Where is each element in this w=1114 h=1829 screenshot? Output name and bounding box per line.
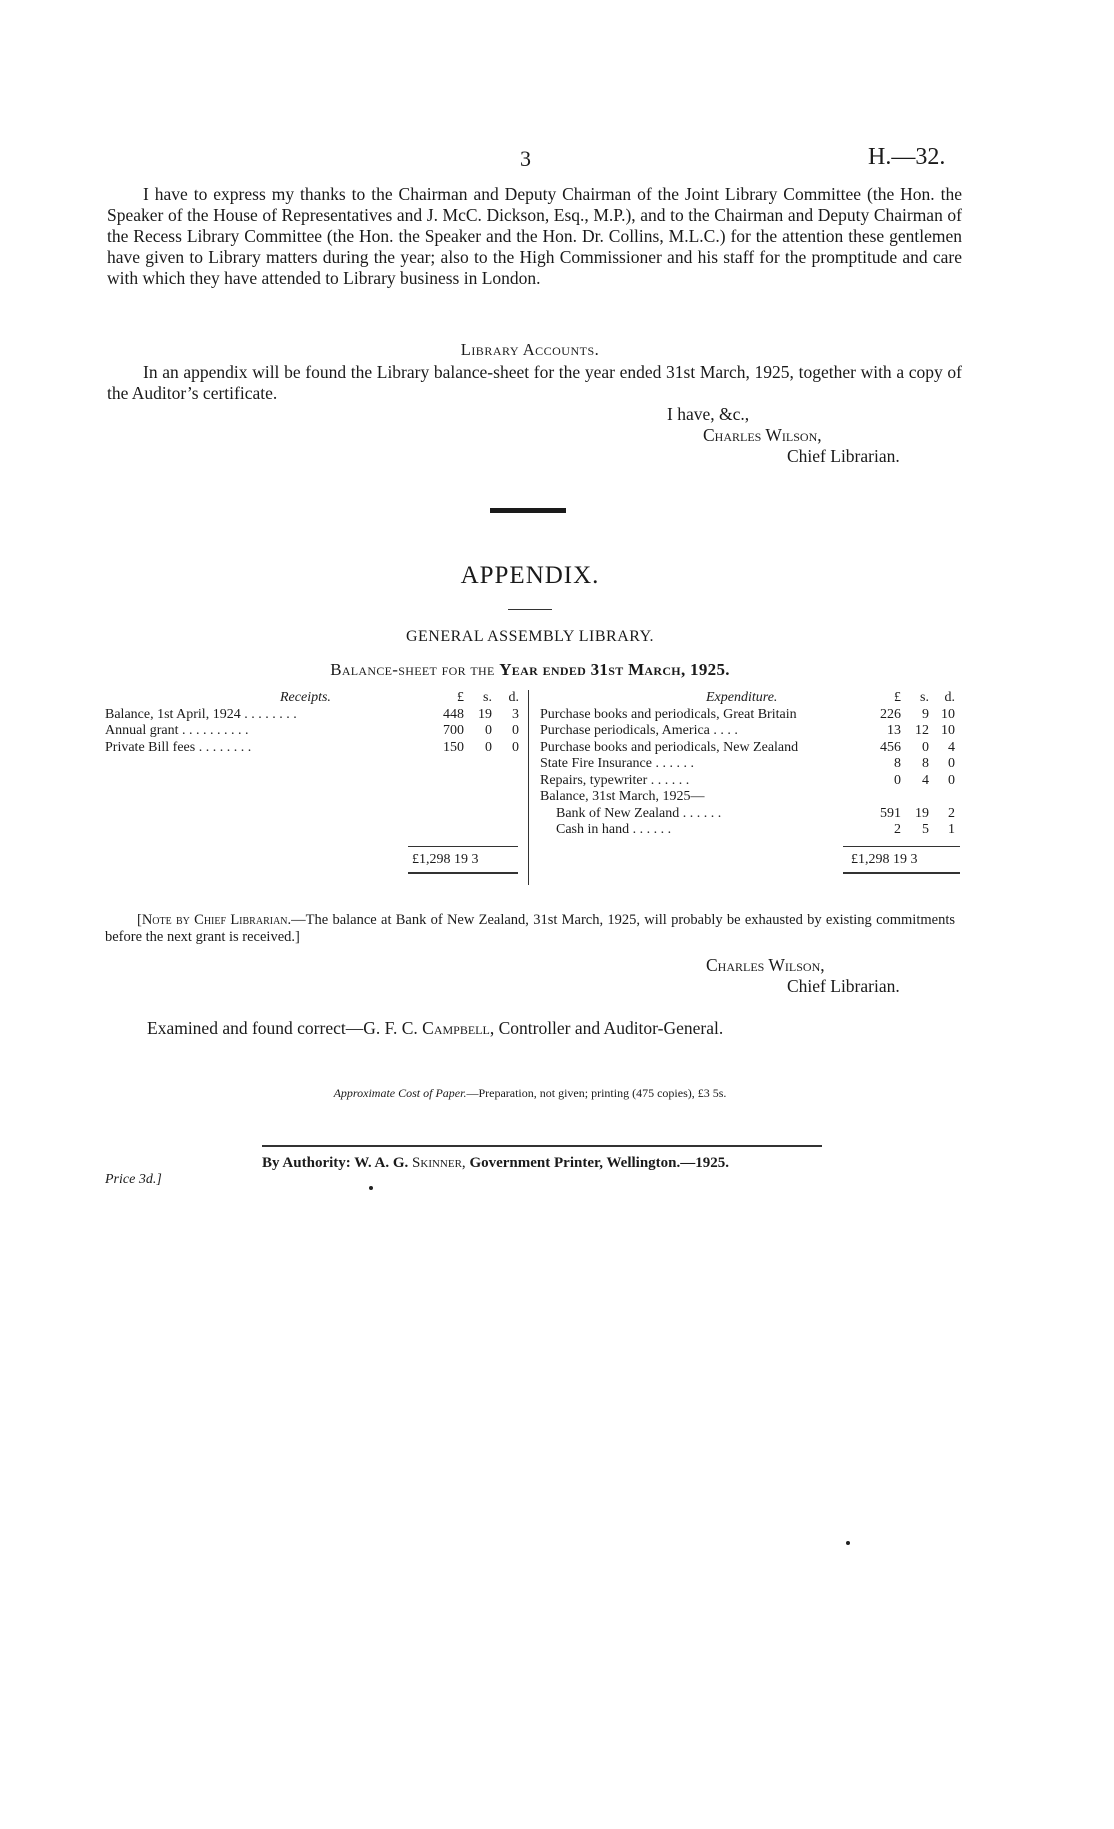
receipts-label: Balance, 1st April, 1924 . . . . . . . .	[105, 706, 297, 722]
expenditure-total-double-rule	[843, 872, 960, 874]
receipts-amount-d: 3	[512, 706, 519, 722]
expenditure-amount-s: 8	[922, 756, 929, 771]
receipts-header-row	[105, 690, 523, 707]
expenditure-amount-l: 456	[880, 739, 901, 755]
print-speck	[846, 1541, 850, 1545]
expenditure-row	[540, 707, 960, 724]
thanks-paragraph-text: I have to express my thanks to the Chairman and Deputy Chairman of the Joint Library Committee (the Hon. the Speaker of the House of Representatives and J. McC. Dickson, Esq., M.P.), and to the Chairman and Deputy Chairman of the Recess Library Committee (the Hon. the Speaker and the Hon. Dr. Collins, M.L.C.) for the attention these gentlemen have given to Library matters during the year; also to the High Commissioner and his staff for the promptitude and care with which they have attended to Library business in London.	[107, 184, 962, 288]
expenditure-amount-d: 10	[941, 723, 955, 738]
signatory-title-2: Chief Librarian.	[787, 976, 900, 996]
expenditure-amount-d: 0	[948, 756, 955, 771]
receipts-amount-l: 150	[443, 739, 464, 755]
receipts-total-double-rule	[408, 872, 518, 874]
appendix-rule	[508, 609, 552, 610]
expenditure-amount-l: 226	[880, 706, 901, 722]
expenditure-row	[540, 740, 960, 757]
document-reference: H.—32.	[868, 144, 946, 170]
signatory-title: Chief Librarian.	[787, 446, 900, 466]
receipts-row	[105, 707, 523, 724]
expenditure-amount-s: 19	[915, 805, 929, 821]
expenditure-total: £1,298 19 3	[851, 852, 918, 867]
expenditure-amount-d: 1	[948, 822, 955, 837]
expenditure-label: Purchase periodicals, America . . . .	[540, 723, 738, 738]
expenditure-header-row	[540, 690, 960, 707]
expenditure-amount-s: 0	[922, 739, 929, 755]
pounds-header: £	[457, 690, 464, 705]
expenditure-amount-s: 9	[922, 706, 929, 722]
receipts-amount-l: 700	[443, 723, 464, 738]
receipts-total: £1,298 19 3	[412, 852, 479, 867]
expenditure-amount-d: 10	[941, 706, 955, 722]
expenditure-row	[540, 773, 960, 790]
pence-header: d.	[508, 690, 519, 705]
printer-line	[262, 1155, 729, 1172]
expenditure-row	[540, 723, 960, 740]
cost-of-paper	[0, 1086, 1060, 1101]
expenditure-amount-l: 2	[894, 822, 901, 837]
expenditure-amount-l: 0	[894, 772, 901, 788]
expenditure-section	[540, 690, 960, 839]
expenditure-amount-s: 12	[915, 723, 929, 738]
expenditure-label: Balance, 31st March, 1925—	[540, 789, 705, 804]
balance-sheet-subtitle	[0, 660, 1060, 680]
expenditure-amount-s: 5	[922, 822, 929, 837]
expenditure-row	[540, 822, 960, 839]
section-divider	[490, 508, 566, 513]
receipts-total-rule	[408, 846, 518, 847]
receipts-amount-s: 0	[485, 739, 492, 755]
expenditure-amount-l: 13	[887, 723, 901, 738]
column-divider	[528, 690, 529, 885]
subtitle-prefix: Balance-sheet for the	[330, 660, 495, 679]
examined-suffix: Controller and Auditor-General.	[494, 1018, 724, 1038]
printer-prefix: By Authority: W. A. G.	[262, 1155, 413, 1171]
receipts-rows	[105, 707, 523, 757]
salutation: I have, &c.,	[667, 404, 750, 424]
receipts-amount-d: 0	[512, 739, 519, 755]
cost-label: Approximate Cost of Paper.	[333, 1086, 467, 1100]
library-accounts-text: In an appendix will be found the Library balance-sheet for the year ended 31st March, 1925, together with a copy of the Auditor’s certificate.	[107, 362, 962, 403]
library-accounts-heading: Library Accounts.	[460, 340, 600, 359]
receipts-label: Private Bill fees . . . . . . . .	[105, 739, 252, 755]
receipts-amount-s: 19	[478, 706, 492, 722]
appendix-title: APPENDIX.	[460, 562, 600, 589]
auditor-name: G. F. C. Campbell,	[363, 1018, 495, 1038]
expenditure-amount-d: 4	[948, 739, 955, 755]
thanks-paragraph	[107, 184, 962, 289]
signatory-name: Charles Wilson,	[703, 425, 822, 445]
cost-text: —Preparation, not given; printing (475 copies), £3 5s.	[466, 1086, 727, 1100]
pence-header: d.	[944, 690, 955, 705]
expenditure-row	[540, 756, 960, 773]
receipts-amount-d: 0	[512, 723, 519, 738]
expenditure-total-rule	[843, 846, 960, 847]
expenditure-label: Cash in hand . . . . . .	[556, 822, 672, 837]
receipts-section	[105, 690, 523, 756]
expenditure-rows	[540, 707, 960, 839]
expenditure-amount-d: 2	[948, 805, 955, 821]
receipts-row	[105, 723, 523, 740]
expenditure-amount-l: 8	[894, 756, 901, 771]
expenditure-label: Purchase books and periodicals, New Zealand	[540, 739, 799, 755]
receipts-amount-s: 0	[485, 723, 492, 738]
printer-rule	[262, 1145, 822, 1147]
printer-suffix: Government Printer, Wellington.—1925.	[465, 1155, 730, 1171]
organization-heading: GENERAL ASSEMBLY LIBRARY.	[405, 628, 655, 645]
expenditure-row	[540, 806, 960, 823]
note-text: —The balance at Bank of New Zealand, 31st March, 1925, will probably be exhausted by existing commitments before the next grant is received.]	[105, 912, 955, 945]
receipts-label: Annual grant . . . . . . . . . .	[105, 723, 249, 738]
expenditure-amount-s: 4	[922, 772, 929, 788]
expenditure-heading: Expenditure.	[706, 690, 778, 705]
pounds-header: £	[894, 690, 901, 705]
page-number: 3	[520, 146, 531, 171]
expenditure-label: State Fire Insurance . . . . . .	[540, 756, 694, 771]
expenditure-label: Repairs, typewriter . . . . . .	[540, 772, 690, 788]
expenditure-row	[540, 789, 960, 806]
printer-name: Skinner,	[412, 1155, 466, 1171]
signatory-name-2: Charles Wilson,	[706, 955, 825, 975]
subtitle-suffix: Year ended 31st March, 1925.	[499, 660, 730, 679]
library-accounts-paragraph	[107, 362, 962, 404]
receipts-heading: Receipts.	[280, 690, 331, 705]
expenditure-amount-d: 0	[948, 772, 955, 788]
price: Price 3d.]	[105, 1172, 162, 1187]
librarian-note	[105, 912, 955, 946]
examined-prefix: Examined and found correct—	[147, 1018, 364, 1038]
receipts-row	[105, 740, 523, 757]
shillings-header: s.	[920, 690, 929, 705]
print-speck	[369, 1186, 373, 1190]
expenditure-amount-l: 591	[880, 805, 901, 821]
expenditure-label: Purchase books and periodicals, Great Britain	[540, 706, 797, 722]
auditor-certificate	[147, 1018, 723, 1039]
shillings-header: s.	[483, 690, 492, 705]
receipts-amount-l: 448	[443, 706, 464, 722]
expenditure-label: Bank of New Zealand . . . . . .	[556, 805, 722, 821]
note-prefix: [Note by Chief Librarian.	[137, 912, 292, 928]
